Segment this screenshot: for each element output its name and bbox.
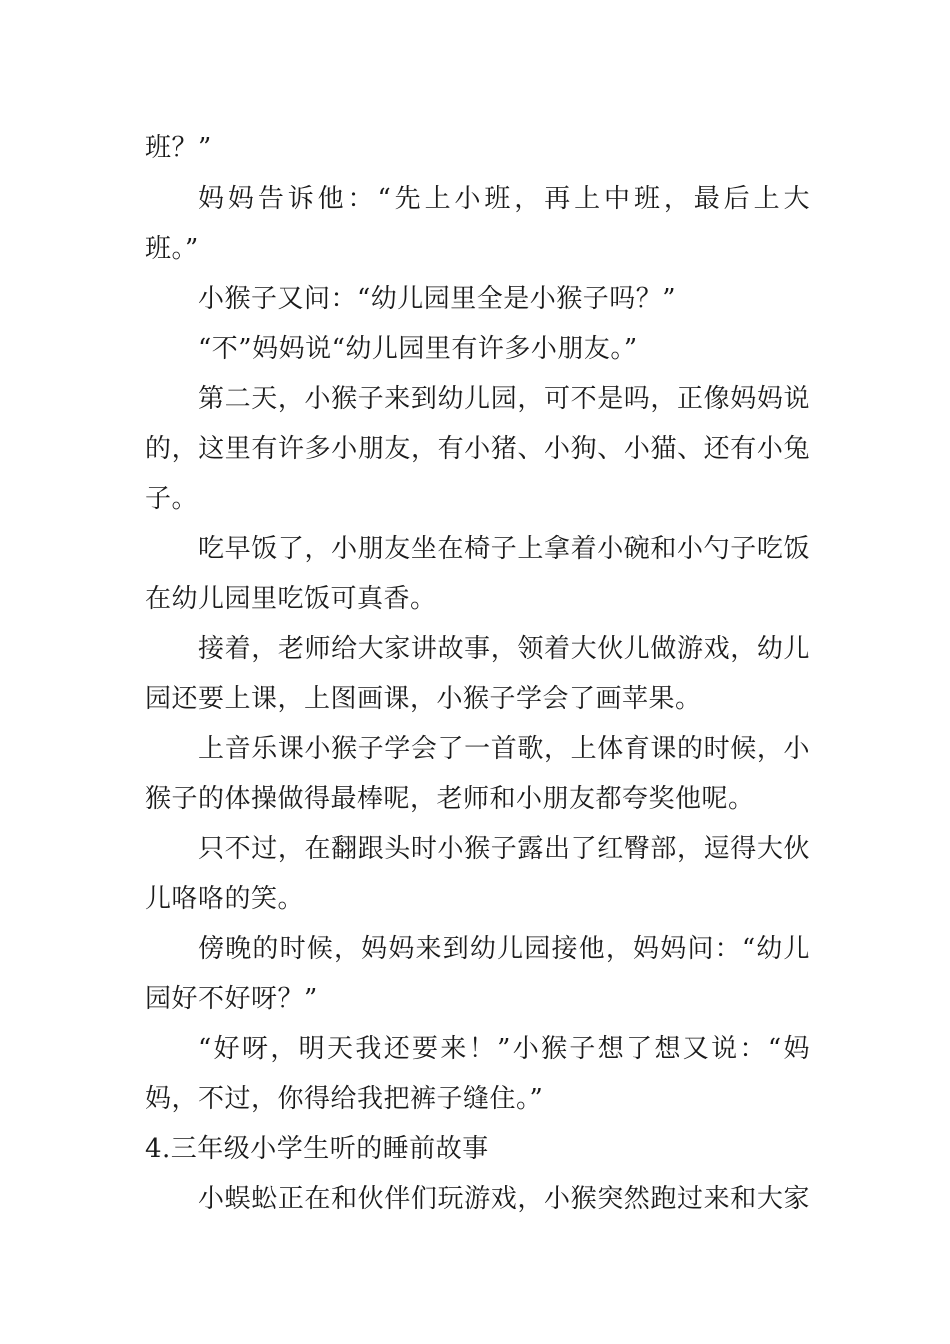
text-line: 只不过，在翻跟头时小猴子露出了红臀部，逗得大伙 [198, 834, 810, 864]
text-line: 的，这里有许多小朋友，有小猪、小狗、小猫、还有小兔 [145, 434, 810, 464]
text-line: “不”妈妈说“幼儿园里有许多小朋友。” [198, 334, 638, 364]
text-line: 接着，老师给大家讲故事，领着大伙儿做游戏，幼儿 [198, 634, 810, 664]
text-line: 在幼儿园里吃饭可真香。 [145, 584, 437, 614]
text-line: 妈妈告诉他：“先上小班，再上中班，最后上大 [198, 184, 810, 214]
text-line: 上音乐课小猴子学会了一首歌，上体育课的时候，小 [198, 734, 810, 764]
text-line: 班。” [145, 234, 199, 264]
text-line: 妈，不过，你得给我把裤子缝住。” [145, 1084, 544, 1114]
text-line: 小蜈蚣正在和伙伴们玩游戏，小猴突然跑过来和大家 [198, 1184, 810, 1214]
text-line: 第二天，小猴子来到幼儿园，可不是吗，正像妈妈说 [198, 384, 810, 414]
text-line: 子。 [145, 484, 199, 514]
text-line: 班？” [145, 133, 212, 163]
text-line: 吃早饭了，小朋友坐在椅子上拿着小碗和小勺子吃饭 [198, 534, 810, 564]
text-line: 傍晚的时候，妈妈来到幼儿园接他，妈妈问：“幼儿 [198, 934, 810, 964]
text-line: 园好不好呀？” [145, 984, 318, 1014]
text-line: “好呀，明天我还要来！”小猴子想了想又说：“妈 [198, 1034, 810, 1064]
text-line: 园还要上课，上图画课，小猴子学会了画苹果。 [145, 684, 702, 714]
section-heading: 4.三年级小学生听的睡前故事 [145, 1134, 489, 1164]
text-line: 猴子的体操做得最棒呢，老师和小朋友都夸奖他呢。 [145, 784, 755, 814]
text-line: 儿咯咯的笑。 [145, 884, 305, 914]
text-line: 小猴子又问：“幼儿园里全是小猴子吗？” [198, 284, 677, 314]
